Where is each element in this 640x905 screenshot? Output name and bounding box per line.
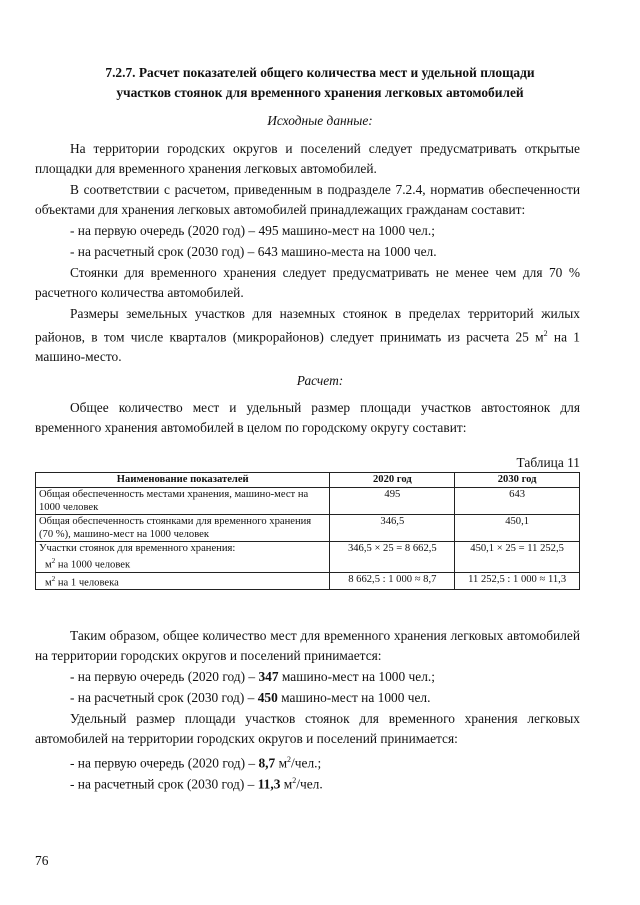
calculation-label: Расчет: <box>296 373 344 388</box>
row2-name: Общая обеспеченность стоянками для временного хранения (70 %), машино-мест на 1000 человек <box>36 515 330 542</box>
section-heading-line-2: участков стоянок для временного хранения легковых автомобилей <box>116 85 524 100</box>
row2-2030: 450,1 <box>455 515 580 542</box>
row4-2030: 11 252,5 : 1 000 ≈ 11,3 <box>455 572 580 590</box>
area-item2-unit: /чел. <box>296 776 323 792</box>
row4-unit-m: м <box>45 577 52 589</box>
header-2020: 2020 год <box>330 473 455 488</box>
row3-unit-text: на 1000 человек <box>55 559 131 571</box>
table-header-row <box>36 473 580 488</box>
area-item2-value: 11,3 <box>257 776 281 792</box>
land-size-text: Размеры земельных участков для наземных стоянок в пределах территорий жилых районов, в том числе кварталов (микрорайонов) следует принимать из расчета 25 м <box>35 306 580 345</box>
conclusion-item2-value: 450 <box>257 690 278 705</box>
row1-2030: 643 <box>455 488 580 515</box>
row4-unit-text: на 1 человека <box>55 577 119 589</box>
row4-unit-sup: 2 <box>51 574 56 583</box>
table-caption: Таблица 11 <box>516 455 580 470</box>
area-item1-sup: 2 <box>287 755 292 764</box>
table-row <box>36 515 580 542</box>
paragraph-norm-reference: В соответствии с расчетом, приведенным в подразделе 7.2.4, норматив обеспеченности объектами для хранения легковых автомобилей принадлежащих гражданам составит: <box>35 182 580 217</box>
row4-name <box>36 572 330 590</box>
land-size-superscript: 2 <box>543 329 548 338</box>
paragraph-land-size <box>35 304 580 367</box>
conclusion-item2-text: - на расчетный срок (2030 год) – <box>70 690 258 705</box>
conclusion-item1-text: - на первую очередь (2020 год) – <box>70 669 259 684</box>
row3-name <box>36 542 330 573</box>
conclusion-item1-value: 347 <box>258 669 279 684</box>
paragraph-calc-intro: Общее количество мест и удельный размер площади участков автостоянок для временного хранения автомобилей в целом по городскому округу составит: <box>35 400 580 435</box>
area-item1-unit-m: м <box>275 755 288 771</box>
header-indicator-name: Наименование показателей <box>36 473 330 488</box>
header-2030: 2030 год <box>455 473 580 488</box>
paragraph-conclusion-area: Удельный размер площади участков стоянок для временного хранения легковых автомобилей на территории городских округов и поселений принимается: <box>35 711 580 746</box>
row2-2020: 346,5 <box>330 515 455 542</box>
conclusion-item-2030 <box>70 688 430 708</box>
area-item2-unit-m: м <box>280 776 293 792</box>
area-item2-text: - на расчетный срок (2030 год) – <box>70 776 258 792</box>
row3-2030: 450,1 × 25 = 11 252,5 <box>455 542 580 573</box>
norm-item-2030: - на расчетный срок (2030 год) – 643 машино-места на 1000 чел. <box>70 244 437 259</box>
row3-unit-m: м <box>45 559 52 571</box>
page-number: 76 <box>35 853 49 868</box>
area-item-2020 <box>70 750 321 773</box>
table-row <box>36 488 580 515</box>
source-data-label: Исходные данные: <box>267 113 373 128</box>
area-item1-text: - на первую очередь (2020 год) – <box>70 755 259 771</box>
table-row <box>36 542 580 573</box>
row1-2020: 495 <box>330 488 455 515</box>
area-item-2030 <box>70 771 323 794</box>
row3-name-unit <box>39 555 326 572</box>
area-item2-sup: 2 <box>292 776 297 785</box>
area-item1-value: 8,7 <box>258 755 276 771</box>
section-heading-line-1: 7.2.7. Расчет показателей общего количества мест и удельной площади <box>105 65 535 80</box>
land-size-text-end: на 1 машино-место. <box>35 329 580 365</box>
norm-item-2020: - на первую очередь (2020 год) – 495 машино-мест на 1000 чел.; <box>70 223 435 238</box>
paragraph-open-parking: На территории городских округов и поселений следует предусматривать открытые площадки для временного хранения легковых автомобилей. <box>35 141 580 176</box>
section-heading <box>60 63 580 103</box>
row3-unit-sup: 2 <box>51 557 56 565</box>
area-item1-unit: /чел.; <box>291 755 322 771</box>
conclusion-item2-unit: машино-мест на 1000 чел. <box>277 690 431 705</box>
table-row <box>36 572 580 590</box>
indicators-table <box>35 472 580 590</box>
row3-name-line1: Участки стоянок для временного хранения: <box>39 543 236 554</box>
conclusion-item1-unit: машино-мест на 1000 чел.; <box>278 669 435 684</box>
paragraph-seventy-percent: Стоянки для временного хранения следует предусматривать не менее чем для 70 % расчетного количества автомобилей. <box>35 265 580 300</box>
row1-name: Общая обеспеченность местами хранения, машино-мест на 1000 человек <box>36 488 330 515</box>
paragraph-conclusion-places: Таким образом, общее количество мест для временного хранения легковых автомобилей на территории городских округов и поселений принимается: <box>35 628 580 663</box>
row4-2020: 8 662,5 : 1 000 ≈ 8,7 <box>330 572 455 590</box>
row3-2020: 346,5 × 25 = 8 662,5 <box>330 542 455 573</box>
conclusion-item-2020 <box>70 667 435 687</box>
